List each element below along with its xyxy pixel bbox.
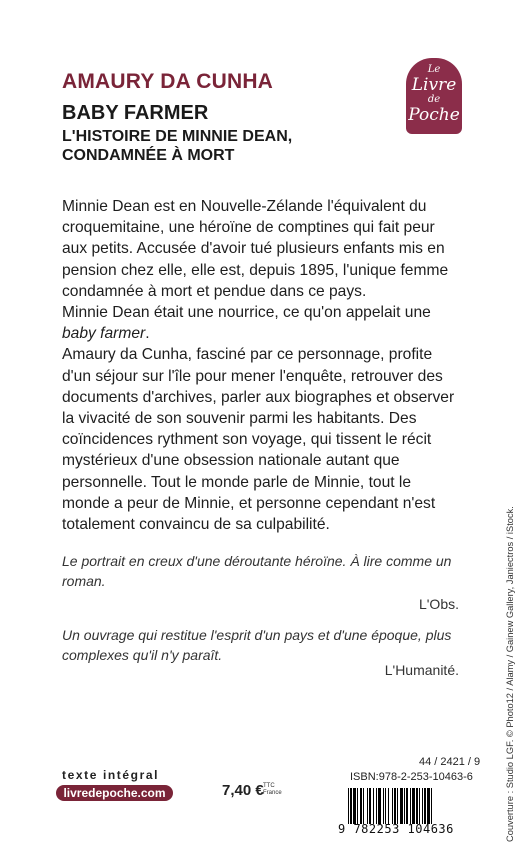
price-tax-note [263, 783, 282, 797]
press-quote-1: Le portrait en creux d'une déroutante héroïne. À lire comme un roman. [62, 553, 452, 589]
barcode-bar [388, 788, 389, 824]
barcode-bar [378, 788, 381, 824]
press-quote-2: Un ouvrage qui restitue l'esprit d'un pays et d'une époque, plus complexes qu'il n'y paraît. [62, 627, 452, 663]
blurb-paragraph-2 [62, 302, 462, 344]
price-tax-line-2: France [263, 790, 282, 796]
barcode-bar [404, 788, 405, 824]
book-subtitle: L'HISTOIRE DE MINNIE DEAN, CONDAMNÉE À MORT [62, 128, 293, 164]
barcode-bar [431, 788, 432, 824]
press-source-1: L'Obs. [418, 596, 459, 612]
barcode-bar [397, 788, 398, 824]
barcode-bar [373, 788, 374, 824]
logo-line-3: de [427, 94, 441, 105]
logo-line-4: Poche [408, 105, 460, 125]
barcode-bar [400, 788, 403, 824]
blurb-paragraph-1: Minnie Dean est en Nouvelle-Zélande l'équivalent du croquemitaine, une héroïne de comptines qui fait peur aux petits. Accusée d'avoir tué plusieurs enfants mis en pension chez elle, elle est, depuis 1895, l'unique femme condamnée à mort et pendue dans ce pays. [62, 198, 449, 300]
barcode-bar [410, 788, 411, 824]
barcode-bar [383, 788, 384, 824]
press-source-2: L'Humanité. [384, 662, 459, 678]
barcode-bar [369, 788, 371, 824]
barcode [348, 788, 462, 824]
price: 7,40 € [222, 782, 264, 799]
barcode-bar [394, 788, 396, 824]
reference-number: 44 / 2421 / 9 [419, 756, 481, 768]
book-title: BABY FARMER [62, 102, 209, 124]
barcode-bar [376, 788, 377, 824]
blurb-paragraph-2-italic: baby farmer [62, 325, 146, 343]
barcode-bar [416, 788, 418, 824]
barcode-bar [419, 788, 420, 824]
author-name: AMAURY DA CUNHA [62, 70, 274, 93]
barcode-bar [427, 788, 430, 824]
barcode-bar [353, 788, 356, 824]
barcode-bar [363, 788, 364, 824]
barcode-bar [385, 788, 386, 824]
logo-line-2: Livre [411, 75, 457, 95]
cover-credits: Couverture : Studio LGF. © Photo12 / Alamy / Gainew Gallery, Janiectros / iStock. [505, 506, 515, 842]
blurb-paragraph-3: Amaury da Cunha, fasciné par ce personnage, profite d'un séjour sur l'île pour mener l'enquête, retrouver des documents d'archives, parler aux biographes et observer la vivacité de son souvenir parmi les habitants. Des coïncidences rythment son voyage, qui tissent le récit mystérieux d'une obsession nationale autant que personnelle. Tout le monde parle de Minnie, tout le monde a peur de Minnie, et personne cependant n'est totalement convaincu de sa culpabilité. [62, 346, 455, 534]
isbn: ISBN:978-2-253-10463-6 [350, 771, 473, 783]
blurb [62, 196, 462, 535]
barcode-bar [406, 788, 408, 824]
blurb-paragraph-2-end: . [145, 325, 150, 343]
barcode-bar [348, 788, 349, 824]
barcode-bar [350, 788, 352, 824]
website-badge: livredepoche.com [56, 785, 173, 801]
barcode-digits: 9 782253 104636 [338, 822, 454, 836]
logo-line-1: Le [427, 64, 441, 75]
texte-integral-label: texte intégral [62, 768, 160, 782]
barcode-bar [357, 788, 358, 824]
price-tax-line-1: TTC [263, 783, 275, 789]
barcode-bar [360, 788, 362, 824]
barcode-bar [392, 788, 393, 824]
barcode-bar [424, 788, 426, 824]
barcode-bar [412, 788, 415, 824]
barcode-bar [367, 788, 368, 824]
barcode-bar [422, 788, 423, 824]
blurb-paragraph-2-start: Minnie Dean était une nourrice, ce qu'on appelait une [62, 304, 431, 322]
livre-de-poche-logo [406, 58, 462, 134]
